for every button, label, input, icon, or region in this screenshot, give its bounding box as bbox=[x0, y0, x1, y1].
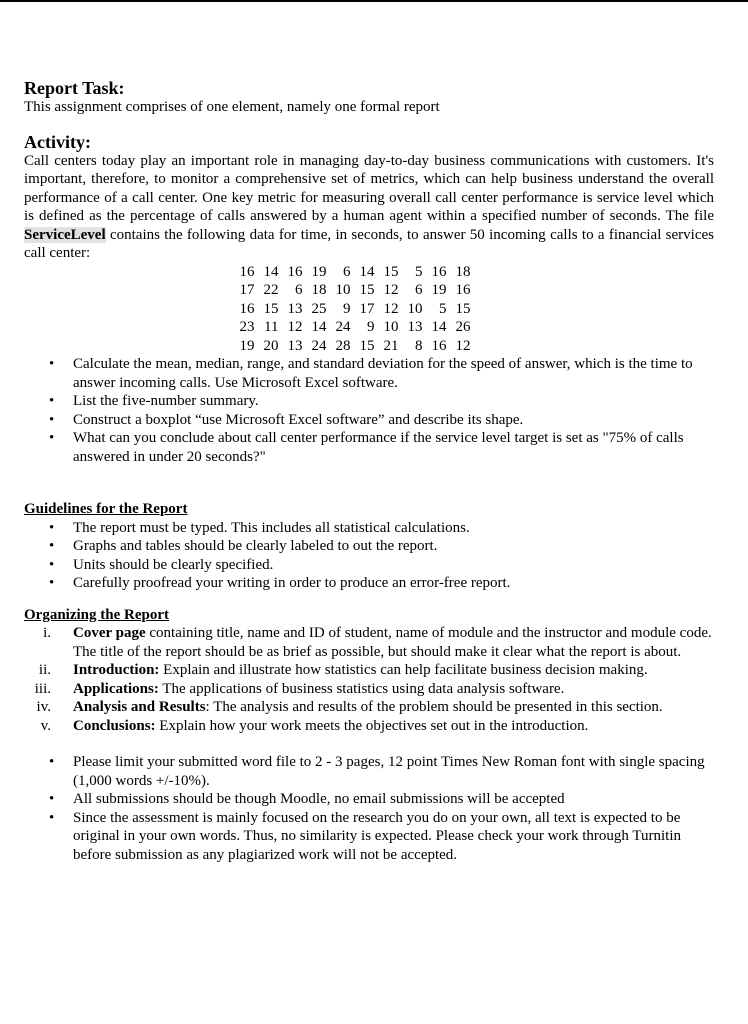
bullet-icon: • bbox=[49, 575, 55, 591]
data-cell: 19 bbox=[431, 282, 447, 298]
data-cell: 16 bbox=[431, 263, 447, 280]
guideline-item-text: Graphs and tables should be clearly labeled to out the report. bbox=[73, 538, 438, 554]
bullet-icon: • bbox=[49, 809, 55, 826]
note-item bbox=[24, 790, 714, 809]
data-cell: 13 bbox=[407, 319, 423, 335]
organizing-item-text: containing title, name and ID of student, name of module and the instructor and module code. The title of the report should be as brief as possible, but should make it clear what the report is about. bbox=[73, 625, 712, 660]
data-cell: 15 bbox=[383, 263, 399, 280]
data-cell: 26 bbox=[455, 319, 471, 335]
data-cell: 14 bbox=[263, 263, 279, 280]
data-row bbox=[235, 337, 475, 356]
guideline-item-text: The report must be typed. This includes all statistical calculations. bbox=[73, 519, 470, 536]
data-cell: 6 bbox=[295, 282, 303, 298]
data-cell: 9 bbox=[343, 300, 351, 317]
bullet-icon: • bbox=[49, 754, 55, 770]
organizing-list bbox=[24, 624, 714, 735]
organizing-item bbox=[24, 698, 714, 717]
task-item bbox=[24, 355, 714, 392]
organizing-item-title: Applications: bbox=[73, 680, 159, 697]
task-item bbox=[24, 392, 714, 411]
report-task-heading: Report Task: bbox=[24, 78, 125, 98]
data-cell: 5 bbox=[439, 300, 447, 317]
data-cell: 18 bbox=[455, 263, 471, 280]
data-cell: 20 bbox=[263, 337, 279, 354]
guideline-item-text: Units should be clearly specified. bbox=[73, 556, 274, 573]
data-cell: 22 bbox=[263, 282, 279, 298]
task-item-text: What can you conclude about call center performance if the service level target is set as "75% of calls answered in under 20 seconds?" bbox=[73, 430, 684, 465]
organizing-item bbox=[24, 717, 714, 736]
data-cell: 5 bbox=[415, 263, 423, 280]
note-item-text: Please limit your submitted word file to 2 - 3 pages, 12 point Times New Roman font with single spacing (1,000 words +/-10%). bbox=[73, 754, 705, 789]
guideline-item bbox=[24, 519, 714, 538]
organizing-item-number: v. bbox=[40, 717, 51, 734]
guideline-item bbox=[24, 537, 714, 556]
data-cell: 15 bbox=[263, 300, 279, 317]
top-border-line bbox=[0, 0, 748, 2]
organizing-item-number: ii. bbox=[38, 662, 51, 678]
data-cell: 16 bbox=[431, 337, 447, 354]
guidelines-heading: Guidelines for the Report bbox=[24, 501, 188, 517]
note-item bbox=[24, 753, 714, 790]
organizing-item bbox=[24, 661, 714, 680]
organizing-item-text: Explain and illustrate how statistics can help facilitate business decision making. bbox=[159, 662, 648, 678]
data-row bbox=[235, 263, 475, 282]
bullet-icon: • bbox=[49, 430, 55, 446]
bullet-icon: • bbox=[49, 556, 55, 573]
data-cell: 17 bbox=[359, 300, 375, 317]
data-cell: 14 bbox=[359, 263, 375, 280]
data-cell: 18 bbox=[311, 282, 327, 298]
bullet-icon: • bbox=[49, 393, 55, 409]
organizing-item-title: Conclusions: bbox=[73, 717, 156, 734]
note-item-text: Since the assessment is mainly focused on the research you do on your own, all text is expected to be original in your own words. Thus, no similarity is expected. Please check your work through Turnitin before submission as any plagiarized work will not be accepted. bbox=[73, 809, 681, 863]
data-row bbox=[235, 281, 475, 300]
data-cell: 21 bbox=[383, 337, 399, 354]
activity-text-before: Call centers today play an important role in managing day-to-day business communications with customers. It's important, therefore, to monitor a comprehensive set of metrics, which can help business understand the overall performance of a call center. One key metric for measuring overall call center performance is service level which is defined as the percentage of calls answered by a human agent within a specified number of seconds. The file bbox=[24, 152, 714, 224]
data-cell: 15 bbox=[359, 337, 375, 354]
data-cell: 9 bbox=[367, 319, 375, 335]
document-page bbox=[24, 78, 714, 864]
guidelines-list bbox=[24, 519, 714, 593]
task-item bbox=[24, 411, 714, 430]
bullet-icon: • bbox=[49, 519, 55, 536]
organizing-item-title: Analysis and Results bbox=[73, 699, 206, 715]
data-cell: 6 bbox=[343, 263, 351, 280]
bullet-icon: • bbox=[49, 411, 55, 428]
organizing-heading: Organizing the Report bbox=[24, 606, 169, 623]
data-cell: 12 bbox=[383, 300, 399, 317]
guideline-item bbox=[24, 556, 714, 575]
data-cell: 10 bbox=[407, 300, 423, 317]
data-cell: 14 bbox=[311, 319, 327, 335]
activity-heading: Activity: bbox=[24, 131, 91, 152]
bullet-icon: • bbox=[49, 791, 55, 807]
organizing-item bbox=[24, 680, 714, 699]
notes-list bbox=[24, 753, 714, 864]
data-cell: 13 bbox=[287, 300, 303, 317]
data-cell: 12 bbox=[383, 282, 399, 298]
data-cell: 8 bbox=[415, 337, 423, 354]
data-cell: 24 bbox=[311, 337, 327, 354]
organizing-item-number: iv. bbox=[36, 699, 51, 715]
data-cell: 12 bbox=[287, 319, 303, 335]
data-row bbox=[235, 300, 475, 319]
data-cell: 16 bbox=[455, 282, 471, 298]
data-row bbox=[235, 318, 475, 337]
data-cell: 10 bbox=[335, 282, 351, 298]
data-cell: 16 bbox=[239, 300, 255, 317]
data-cell: 25 bbox=[311, 300, 327, 317]
data-cell: 12 bbox=[455, 337, 471, 354]
data-cell: 6 bbox=[415, 282, 423, 298]
data-cell: 11 bbox=[264, 319, 279, 335]
data-cell: 17 bbox=[239, 282, 255, 298]
data-cell: 13 bbox=[287, 337, 303, 354]
organizing-item bbox=[24, 624, 714, 661]
call-time-data-table bbox=[235, 263, 475, 356]
organizing-item-text: Explain how your work meets the objectives set out in the introduction. bbox=[155, 717, 589, 734]
activity-text-after: contains the following data for time, in seconds, to answer 50 incoming calls to a financial services call center: bbox=[24, 226, 714, 261]
task-item bbox=[24, 429, 714, 466]
organizing-item-number: iii. bbox=[34, 680, 51, 697]
task-item-text: Calculate the mean, median, range, and standard deviation for the speed of answer, which is the time to answer incoming calls. Use Microsoft Excel software. bbox=[73, 356, 693, 391]
organizing-item-title: Introduction: bbox=[73, 662, 160, 678]
task-item-text: List the five-number summary. bbox=[73, 393, 259, 409]
task-item-text: Construct a boxplot “use Microsoft Excel software” and describe its shape. bbox=[73, 411, 524, 428]
data-cell: 19 bbox=[311, 263, 327, 280]
bullet-icon: • bbox=[49, 538, 55, 554]
task-list bbox=[24, 355, 714, 466]
data-cell: 19 bbox=[239, 337, 255, 354]
data-cell: 16 bbox=[287, 263, 303, 280]
guideline-item bbox=[24, 574, 714, 593]
note-item-text: All submissions should be though Moodle, no email submissions will be accepted bbox=[73, 791, 565, 807]
note-item bbox=[24, 809, 714, 865]
organizing-item-text: : The analysis and results of the problem should be presented in this section. bbox=[205, 699, 663, 715]
organizing-item-text: The applications of business statistics using data analysis software. bbox=[158, 680, 565, 697]
service-level-file-name: ServiceLevel bbox=[24, 226, 106, 243]
bullet-icon: • bbox=[49, 356, 55, 372]
data-cell: 28 bbox=[335, 337, 351, 354]
report-task-text: This assignment comprises of one element, namely one formal report bbox=[24, 99, 440, 115]
data-cell: 23 bbox=[239, 319, 255, 335]
activity-paragraph bbox=[24, 152, 714, 263]
organizing-item-title: Cover page bbox=[73, 625, 146, 641]
organizing-item-number: i. bbox=[43, 625, 51, 641]
data-cell: 16 bbox=[239, 263, 255, 280]
data-cell: 10 bbox=[383, 319, 399, 335]
data-cell: 14 bbox=[431, 319, 447, 335]
guideline-item-text: Carefully proofread your writing in order to produce an error-free report. bbox=[73, 575, 511, 591]
data-cell: 15 bbox=[359, 282, 375, 298]
data-cell: 15 bbox=[455, 300, 471, 317]
data-cell: 24 bbox=[335, 319, 351, 335]
